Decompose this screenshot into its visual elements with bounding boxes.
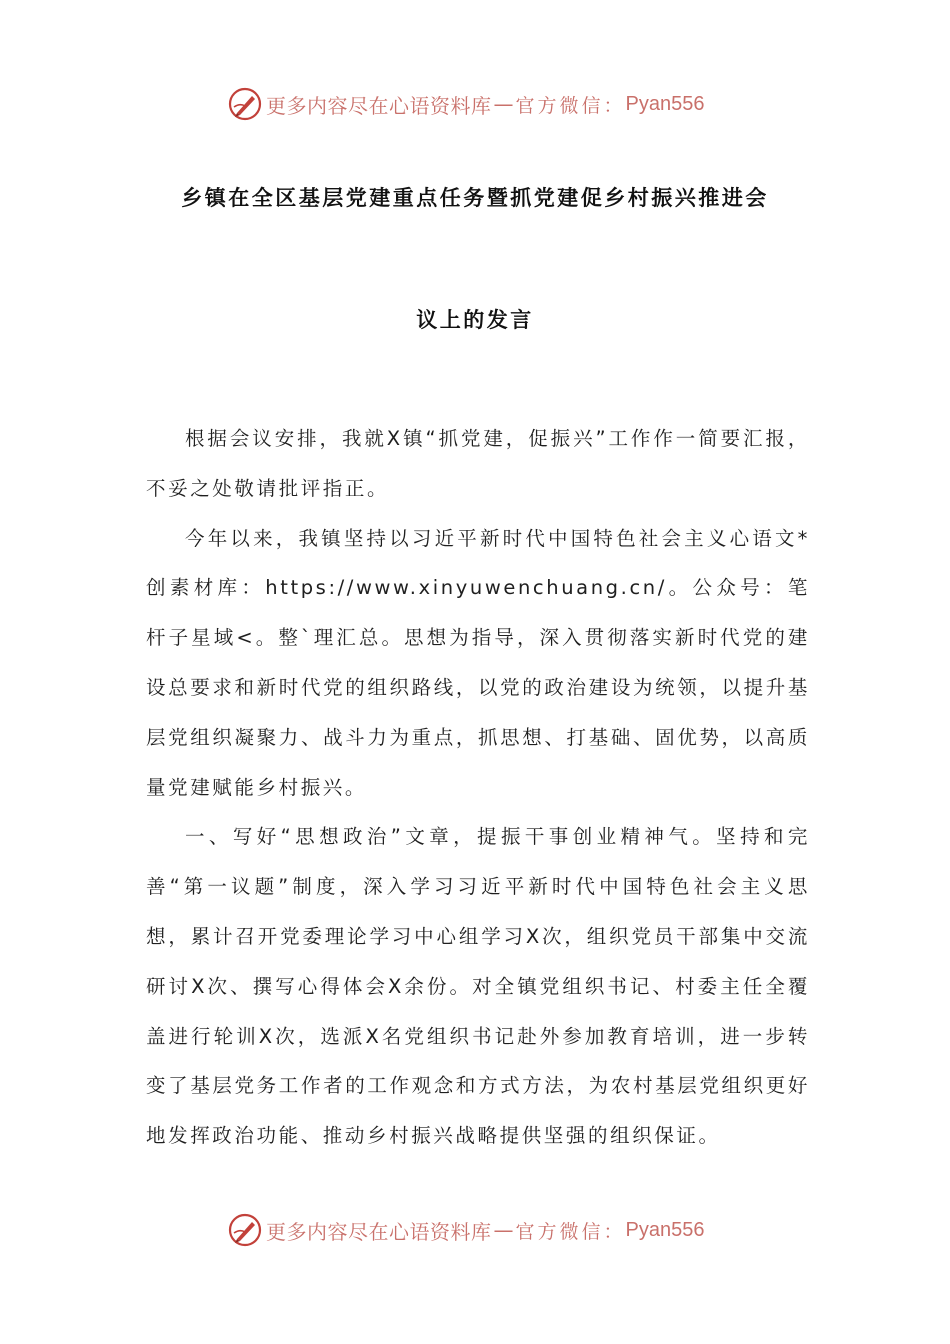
paragraph: 根据会议安排，我就X镇“抓党建，促振兴”工作作一简要汇报，不妥之处敬请批评指正。 xyxy=(146,427,810,500)
document-title-line-1: 乡镇在全区基层党建重点任务暨抓党建促乡村振兴推进会 xyxy=(181,186,769,210)
wechat-id: Pyan556 xyxy=(625,1218,705,1241)
brand-text: 更多内容尽在心语资料库 xyxy=(266,93,492,118)
banner-separator: — xyxy=(493,92,514,116)
banner-separator: — xyxy=(493,1218,514,1242)
document-body xyxy=(146,414,810,1161)
paragraph: 今年以来，我镇坚持以习近平新时代中国特色社会主义心语文*创素材库：https://www.xinyuwenchuang.cn/。公众号：笔杆子星域<。整`理汇总。思想为指导，深入贯彻落实新时代党的建设总要求和新时代党的组织路线，以党的政治建设为统领，以提升基层党组织凝聚力、战斗力为重点，抓思想、打基础、固优势，以高质量党建赋能乡村振兴。 xyxy=(146,526,810,799)
header-banner xyxy=(228,84,704,124)
footer-banner xyxy=(228,1210,704,1250)
document-title-line-2: 议上的发言 xyxy=(416,308,534,332)
pen-logo-icon xyxy=(228,87,262,121)
wechat-label: 官方微信： xyxy=(515,94,626,117)
paragraph: 一、写好“思想政治”文章，提振干事创业精神气。坚持和完善“第一议题”制度，深入学习习近平新时代中国特色社会主义思想，累计召开党委理论学习中心组学习X次，组织党员干部集中交流研讨X次、撰写心得体会X余份。对全镇党组织书记、村委主任全覆盖进行轮训X次，选派X名党组织书记赴外参加教育培训，进一步转变了基层党务工作者的工作观念和方式方法，为农村基层党组织更好地发挥政治功能、推动乡村振兴战略提供坚强的组织保证。 xyxy=(146,825,810,1148)
brand-text: 更多内容尽在心语资料库 xyxy=(266,1219,492,1244)
wechat-label: 官方微信： xyxy=(515,1220,626,1243)
pen-logo-icon xyxy=(228,1213,262,1247)
wechat-id: Pyan556 xyxy=(625,92,705,115)
